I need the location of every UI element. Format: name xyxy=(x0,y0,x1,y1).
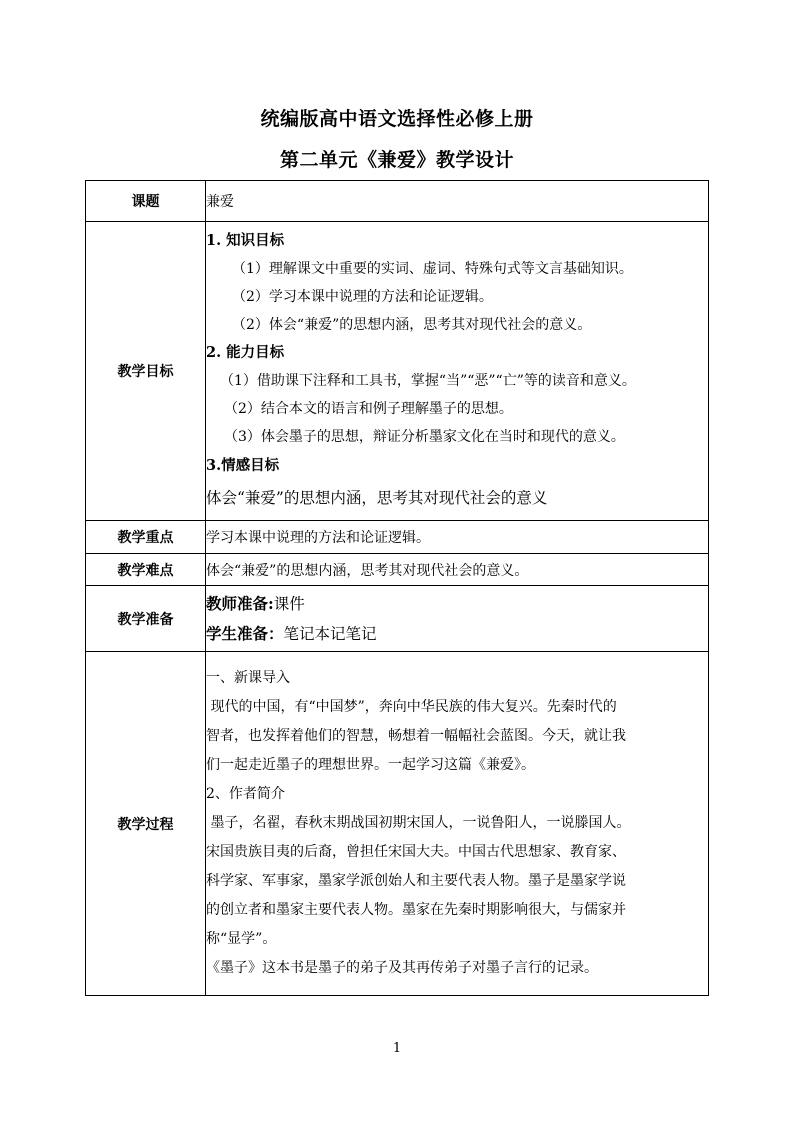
topic-label: 课题 xyxy=(86,181,206,222)
lesson-plan-table xyxy=(85,180,709,996)
author-paragraph-line: 科学家、军事家，墨家学派创始人和主要代表人物。墨子是墨家学说 xyxy=(206,873,626,889)
knowledge-objective-item: （1）理解课文中重要的实词、虚词、特殊句式等文言基础知识。 xyxy=(232,261,633,277)
process-content xyxy=(206,652,709,996)
student-preparation xyxy=(206,619,708,649)
document-title: 统编版高中语文选择性必修上册 xyxy=(260,108,534,130)
difficulties-label: 教学难点 xyxy=(86,554,206,586)
difficulties-value: 体会“兼爱”的思想内涵，思考其对现代社会的意义。 xyxy=(206,554,709,586)
intro-paragraph-line: 智者，也发挥着他们的智慧，畅想着一幅幅社会蓝图。今天，就让我 xyxy=(206,728,626,744)
topic-value: 兼爱 xyxy=(206,181,709,222)
author-paragraph-line: 墨子，名翟，春秋末期战国初期宋国人，一说鲁阳人，一说滕国人。 xyxy=(206,815,631,831)
objectives-label: 教学目标 xyxy=(86,222,206,521)
page-number: 1 xyxy=(392,1041,402,1056)
objectives-content xyxy=(206,222,709,521)
ability-objective-item: （3）体会墨子的思想，辩证分析墨家文化在当时和现代的意义。 xyxy=(224,429,625,445)
author-paragraph-line: 宋国贵族目夷的后裔，曾担任宋国大夫。中国古代思想家、教育家、 xyxy=(206,844,626,860)
knowledge-objective-item: （2）体会“兼爱”的思想内涵，思考其对现代社会的意义。 xyxy=(232,317,592,333)
table-row-preparation xyxy=(86,586,709,652)
teacher-preparation-label: 教师准备: xyxy=(206,593,274,613)
author-paragraph-line: 称“显学”。 xyxy=(206,931,277,947)
student-preparation-value: 笔记本记笔记 xyxy=(283,624,377,643)
table-row-process xyxy=(86,652,709,996)
knowledge-objective-heading: 1. 知识目标 xyxy=(206,232,285,249)
section-heading-intro: 一、新课导入 xyxy=(206,670,290,686)
intro-paragraph-line: 们一起走近墨子的理想世界。一起学习这篇《兼爱》。 xyxy=(206,757,535,773)
table-row-key-points xyxy=(86,521,709,554)
key-points-value: 学习本课中说理的方法和论证逻辑。 xyxy=(206,521,709,554)
teacher-preparation xyxy=(206,589,708,619)
table-row-topic xyxy=(86,181,709,222)
key-points-label: 教学重点 xyxy=(86,521,206,554)
ability-objective-item: （2）结合本文的语言和例子理解墨子的思想。 xyxy=(224,401,513,417)
document-subtitle: 第二单元《兼爱》教学设计 xyxy=(279,149,514,171)
section-heading-author: 2、作者简介 xyxy=(206,786,285,802)
table-row-difficulties xyxy=(86,554,709,586)
author-paragraph-line: 的创立者和墨家主要代表人物。墨家在先秦时期影响很大，与儒家并 xyxy=(206,902,626,918)
preparation-label: 教学准备 xyxy=(86,586,206,652)
table-row-objectives xyxy=(86,222,709,521)
preparation-content xyxy=(206,586,709,652)
intro-paragraph-line: 现代的中国，有“中国梦”，奔向中华民族的伟大复兴。先秦时代的 xyxy=(206,699,617,715)
teacher-preparation-value: 课件 xyxy=(273,594,305,613)
process-label: 教学过程 xyxy=(86,652,206,996)
author-paragraph-line: 《墨子》这本书是墨子的弟子及其再传弟子对墨子言行的记录。 xyxy=(206,960,598,976)
emotion-objective-heading: 3.情感目标 xyxy=(206,457,280,474)
knowledge-objective-item: （2）学习本课中说理的方法和论证逻辑。 xyxy=(232,289,493,305)
ability-objective-heading: 2. 能力目标 xyxy=(206,344,285,361)
emotion-objective-text: 体会“兼爱”的思想内涵，思考其对现代社会的意义 xyxy=(206,489,548,507)
student-preparation-label: 学生准备： xyxy=(206,623,284,643)
ability-objective-item: （1）借助课下注释和工具书，掌握“当”“恶”“亡”等的读音和意义。 xyxy=(220,373,636,389)
